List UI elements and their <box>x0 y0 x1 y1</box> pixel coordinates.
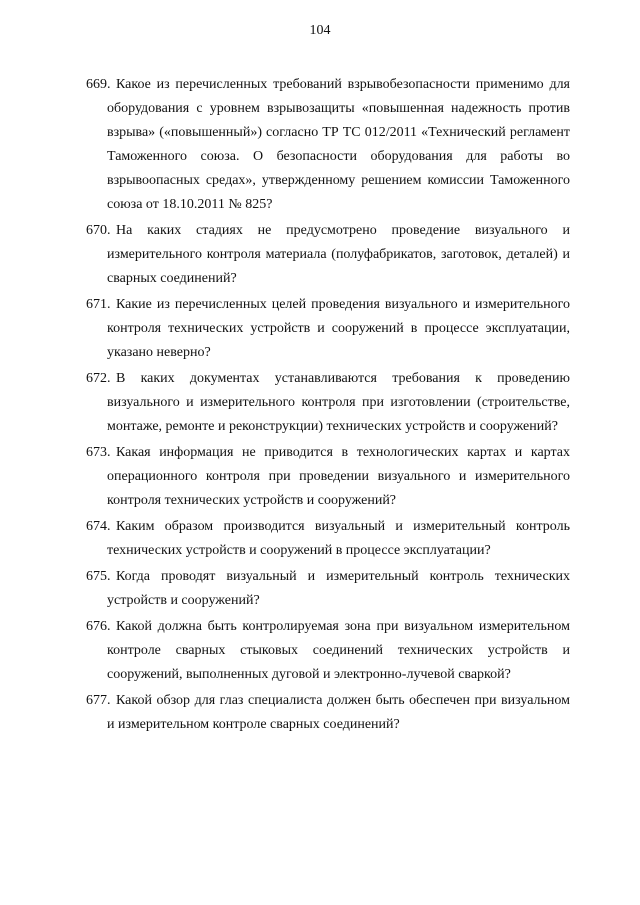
question-number: 670. <box>86 223 111 238</box>
question-number: 677. <box>86 693 111 708</box>
question-item <box>86 73 570 217</box>
question-number: 675. <box>86 569 111 584</box>
question-number: 672. <box>86 371 111 386</box>
question-number: 676. <box>86 619 111 634</box>
question-item <box>86 565 570 613</box>
question-text: Каким образом производится визуальный и измерительный контроль технических устройств и сооружений в процессе эксплуатации? <box>107 519 570 558</box>
page-number: 104 <box>309 23 331 38</box>
question-item <box>86 219 570 291</box>
question-text: На каких стадиях не предусмотрено проведение визуального и измерительного контроля материала (полуфабрикатов, заготовок, деталей) и сварных соединений? <box>107 223 570 286</box>
question-number: 673. <box>86 445 111 460</box>
question-text: Какие из перечисленных целей проведения визуального и измерительного контроля технических устройств и сооружений в процессе эксплуатации, указано неверно? <box>107 297 570 360</box>
question-item <box>86 515 570 563</box>
question-item <box>86 367 570 439</box>
question-text: Какой должна быть контролируемая зона при визуальном измерительном контроле сварных стыковых соединений технических устройств и сооружений, выполненных дуговой и электронно-лучевой сваркой? <box>107 619 570 682</box>
question-text: Какое из перечисленных требований взрывобезопасности применимо для оборудования с уровнем взрывозащиты «повышенная надежность против взрыва» («повышенный») согласно ТР ТС 012/2011 «Технический регламент Таможенного союза. О безопасности оборудования для работы во взрывоопасных средах», утвержденному решением комиссии Таможенного союза от 18.10.2011 № 825? <box>107 77 570 212</box>
question-text: Какая информация не приводится в технологических картах и картах операционного контроля при проведении визуального и измерительного контроля технических устройств и сооружений? <box>107 445 570 508</box>
question-item <box>86 441 570 513</box>
question-item <box>86 615 570 687</box>
question-text: В каких документах устанавливаются требования к проведению визуального и измерительного контроля при изготовлении (строительстве, монтаже, ремонте и реконструкции) технических устройств и сооружений? <box>107 371 570 434</box>
question-item <box>86 293 570 365</box>
question-number: 674. <box>86 519 111 534</box>
question-item <box>86 689 570 737</box>
question-text: Какой обзор для глаз специалиста должен быть обеспечен при визуальном и измерительном контроле сварных соединений? <box>107 693 570 732</box>
question-text: Когда проводят визуальный и измерительный контроль технических устройств и сооружений? <box>107 569 570 608</box>
question-number: 671. <box>86 297 111 312</box>
question-list <box>86 73 570 739</box>
question-number: 669. <box>86 77 111 92</box>
